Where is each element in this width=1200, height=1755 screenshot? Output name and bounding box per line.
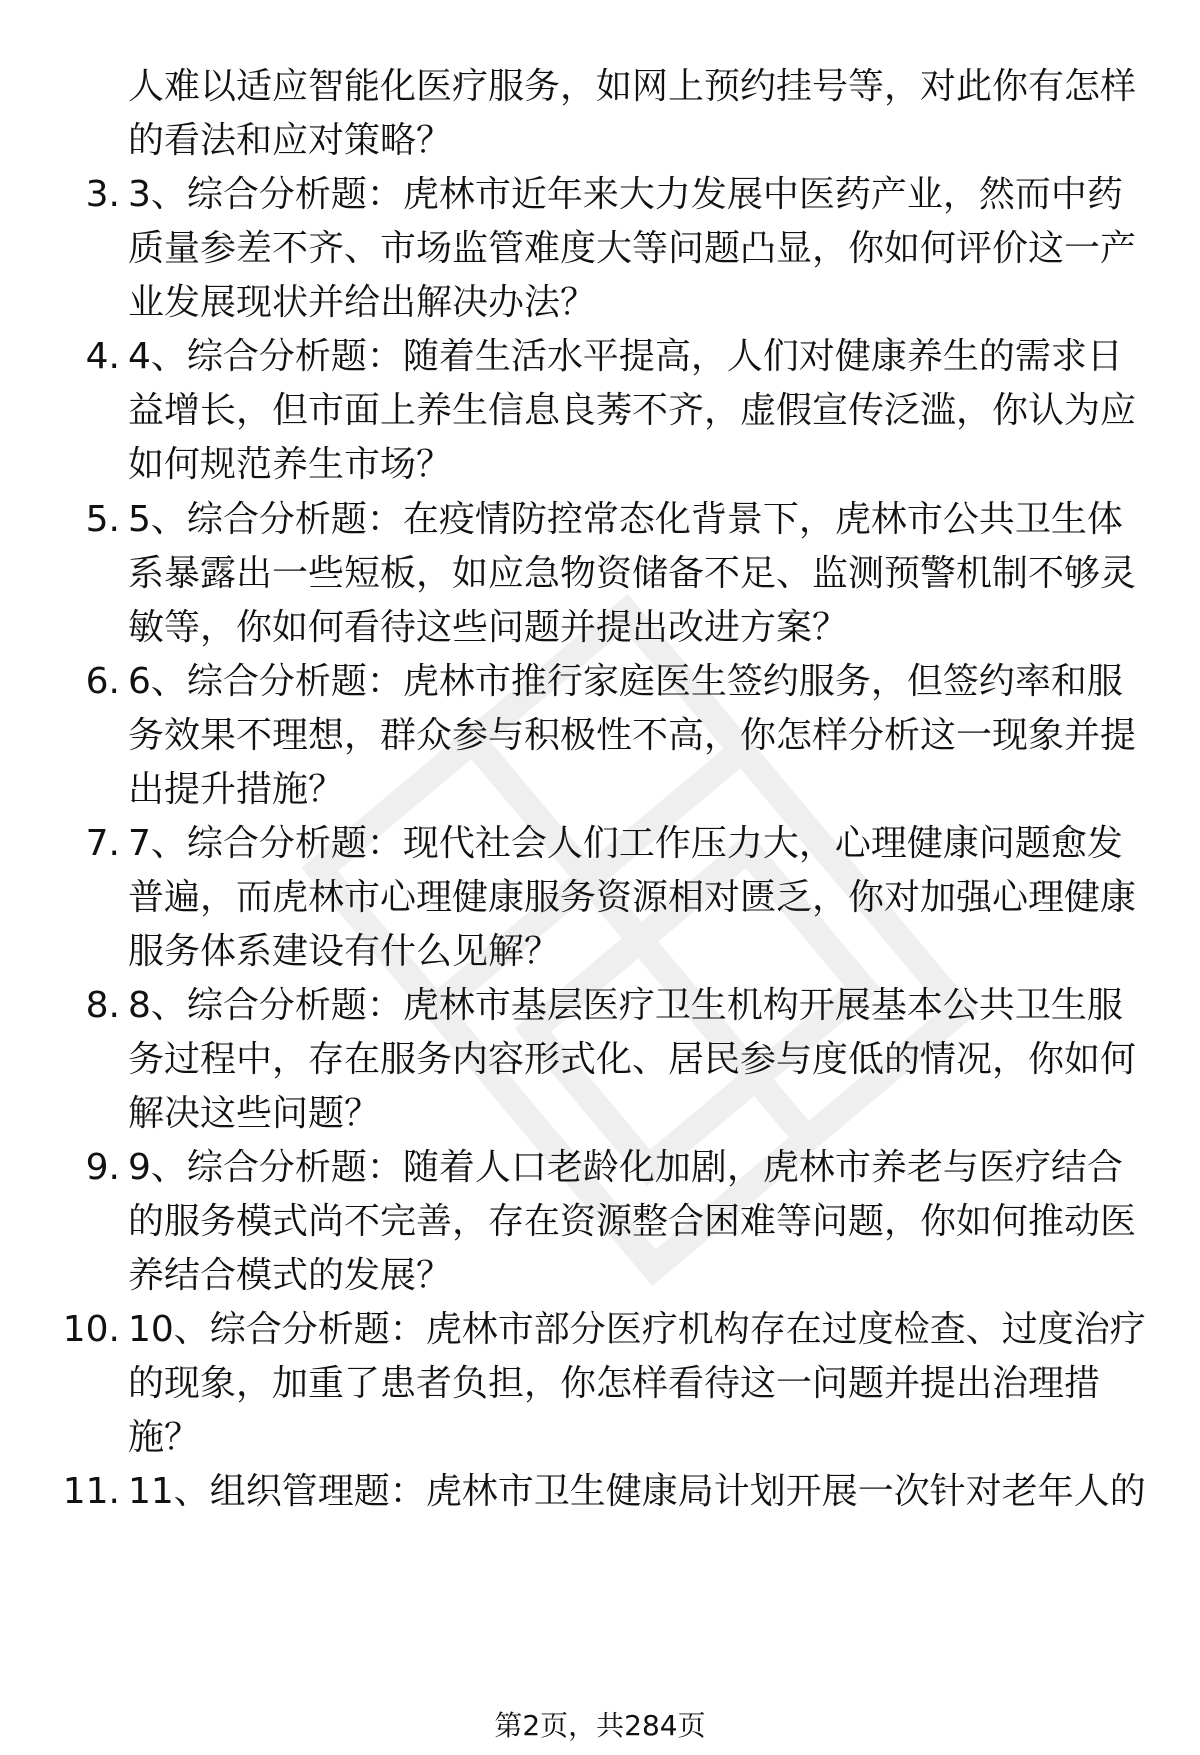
continued-question-text: 人难以适应智能化医疗服务，如网上预约挂号等，对此你有怎样的看法和应对策略？ [128,66,1137,161]
question-text: 9、综合分析题：随着人口老龄化加剧，虎林市养老与医疗结合的服务模式尚不完善，存在资源整合困难等问题，你如何推动医养结合模式的发展？ [128,1147,1137,1296]
question-number: 11. [62,1471,120,1512]
question-number: 9. [85,1147,120,1188]
question-text: 3、综合分析题：虎林市近年来大力发展中医药产业，然而中药质量参差不齐、市场监管难度大等问题凸显，你如何评价这一产业发展现状并给出解决办法？ [128,174,1137,323]
question-text: 4、综合分析题：随着生活水平提高，人们对健康养生的需求日益增长，但市面上养生信息良莠不齐，虚假宣传泛滥，你认为应如何规范养生市场？ [128,336,1137,485]
question-number: 5. [85,499,120,540]
question-number: 7. [85,823,120,864]
question-text: 7、综合分析题：现代社会人们工作压力大，心理健康问题愈发普遍，而虎林市心理健康服务资源相对匮乏，你对加强心理健康服务体系建设有什么见解？ [128,823,1137,972]
question-text: 8、综合分析题：虎林市基层医疗卫生机构开展基本公共卫生服务过程中，存在服务内容形式化、居民参与度低的情况，你如何解决这些问题？ [128,985,1137,1134]
question-number: 6. [85,661,120,702]
question-text: 10、综合分析题：虎林市部分医疗机构存在过度检查、过度治疗的现象，加重了患者负担，你怎样看待这一问题并提出治理措施？ [128,1309,1146,1458]
question-text: 11、组织管理题：虎林市卫生健康局计划开展一次针对老年人的 [128,1471,1146,1512]
page-footer: 第2页，共284页 [494,1709,706,1742]
question-number: 4. [85,336,120,377]
question-text: 5、综合分析题：在疫情防控常态化背景下，虎林市公共卫生体系暴露出一些短板，如应急物资储备不足、监测预警机制不够灵敏等，你如何看待这些问题并提出改进方案？ [128,499,1137,648]
question-number: 8. [85,985,120,1026]
question-number: 3. [85,174,120,215]
question-text: 6、综合分析题：虎林市推行家庭医生签约服务，但签约率和服务效果不理想，群众参与积极性不高，你怎样分析这一现象并提出提升措施？ [128,661,1137,810]
question-number: 10. [62,1309,120,1350]
